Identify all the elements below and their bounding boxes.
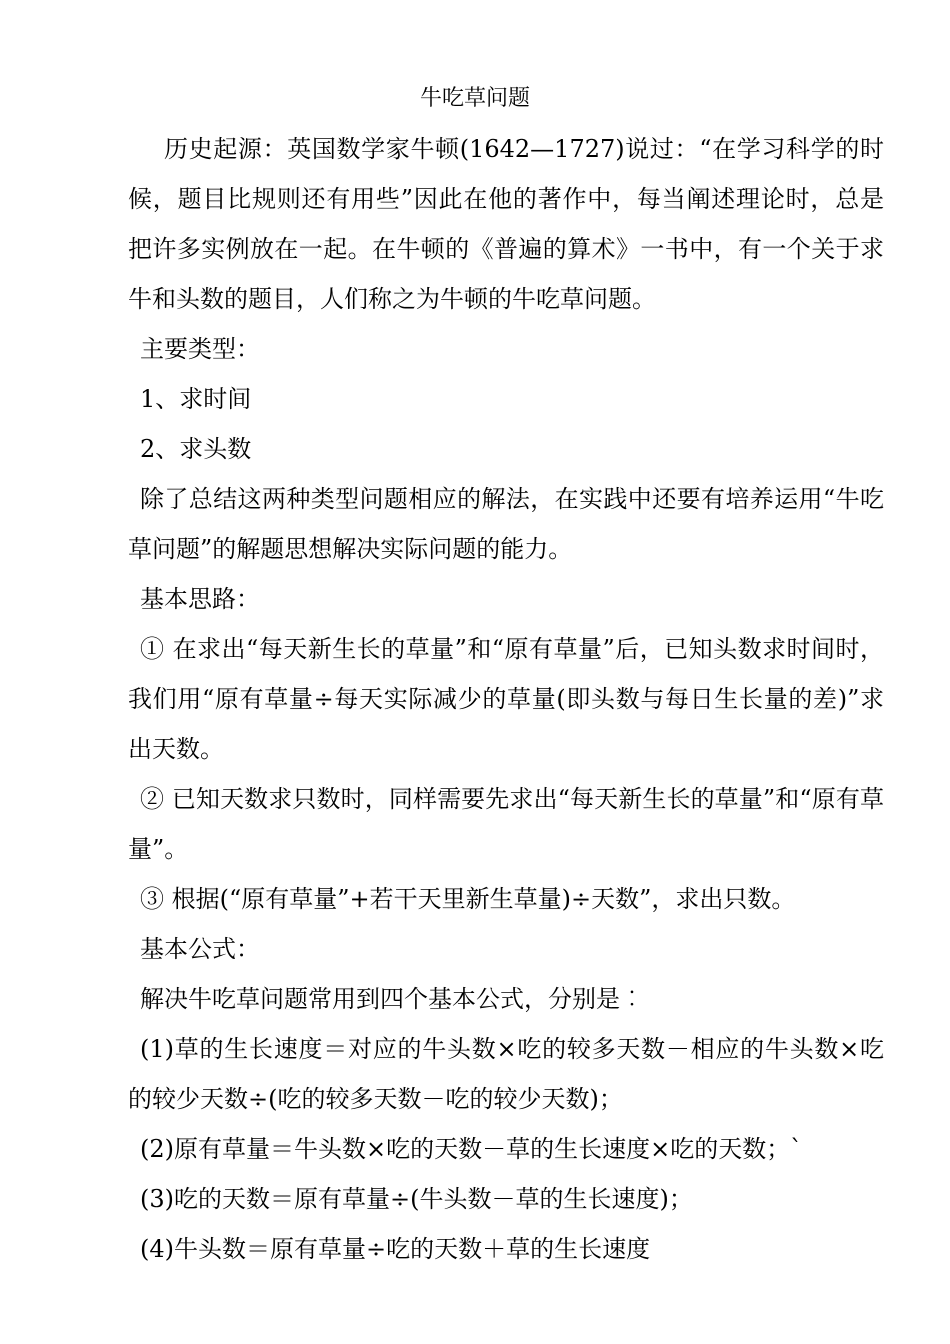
formula-item-2: (2)原有草量＝牛头数×吃的天数－草的生长速度×吃的天数；` [140,1135,803,1163]
idea-item-3: ③ 根据(“原有草量”+若干天里新生草量)÷天数”，求出只数。 [140,885,796,913]
types-heading: 主要类型： [140,335,260,363]
intro-paragraph: 历史起源：英国数学家牛顿(1642—1727)说过：“在学习科学的时候，题目比规则还有用些”因此在他的著作中，每当阐述理论时，总是把许多实例放在一起。在牛顿的《普遍的算术》一书中，有一个关于求牛和头数的题目，人们称之为牛顿的牛吃草问题。 [128,135,884,313]
type-item-count: 2、求头数 [140,435,252,463]
idea-item-2: ② 已知天数求只数时，同样需要先求出“每天新生长的草量”和“原有草量”。 [128,785,884,863]
idea-item-1: ① 在求出“每天新生长的草量”和“原有草量”后，已知头数求时间时，我们用“原有草量÷每天实际减少的草量(即头数与每日生长量的差)”求出天数。 [128,635,884,763]
formula-item-4: (4)牛头数＝原有草量÷吃的天数＋草的生长速度 [140,1235,651,1263]
formula-heading: 基本公式： [140,935,260,963]
type-item-time: 1、求时间 [140,385,252,413]
document-title: 牛吃草问题 [419,86,530,111]
formula-item-3: (3)吃的天数＝原有草量÷(牛头数－草的生长速度)； [140,1185,693,1213]
formula-item-1: (1)草的生长速度＝对应的牛头数×吃的较多天数－相应的牛头数×吃的较少天数÷(吃的较多天数－吃的较少天数)； [128,1035,884,1113]
idea-heading: 基本思路： [140,585,260,613]
formula-intro: 解决牛吃草问题常用到四个基本公式，分别是︰ [140,985,644,1013]
summary-paragraph: 除了总结这两种类型问题相应的解法，在实践中还要有培养运用“牛吃草问题”的解题思想解决实际问题的能力。 [128,485,884,563]
